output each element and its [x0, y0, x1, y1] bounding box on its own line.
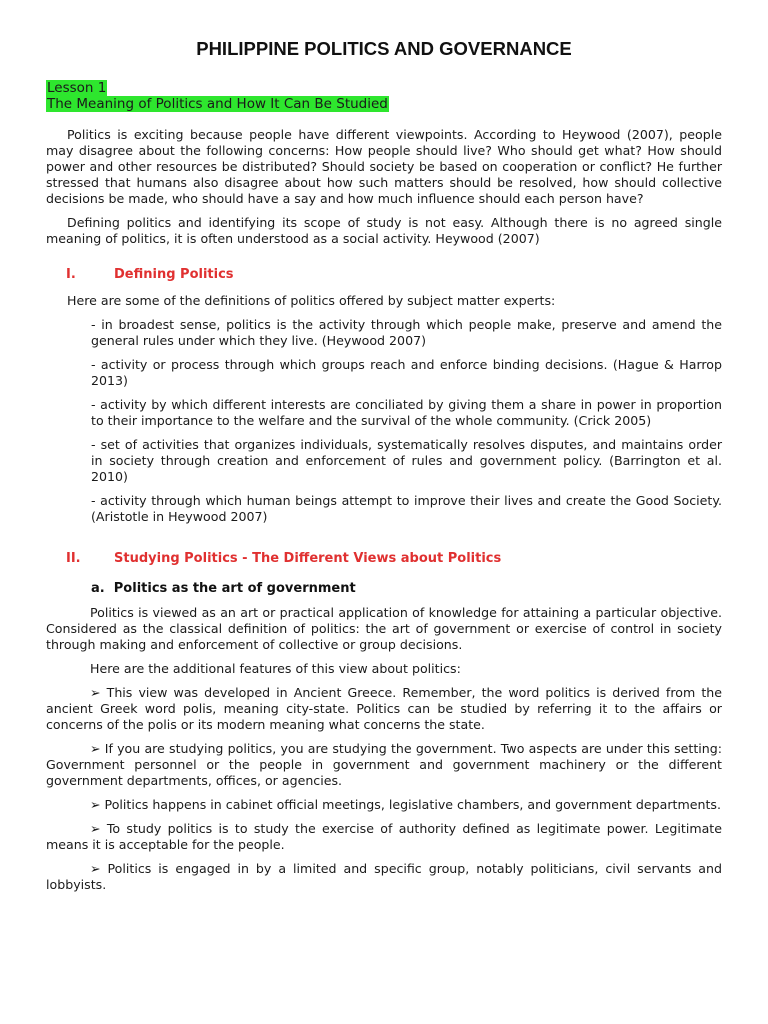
intro-paragraph: Politics is exciting because people have different viewpoints. According to Heywood (2007), people may disagree about the following concerns: How people should live? Who should get what? How should power and other resources be distributed? Should society be based on cooperation or conflict? He further stressed that humans also disagree about how such matters should be resolved, how should collective decisions be made, who should have a say and how much influence should each person have? [46, 127, 722, 206]
bullet-item: ➢ If you are studying politics, you are studying the government. Two aspects are under this setting: Government personnel or the people in government and government machinery or the different government departments, offices, or agencies. [46, 741, 722, 788]
lesson-header [46, 80, 389, 112]
bullet-list [46, 685, 722, 893]
section-number: I. [66, 267, 76, 282]
intro-paragraph: Defining politics and identifying its scope of study is not easy. Although there is no agreed single meaning of politics, it is often understood as a social activity. Heywood (2007) [46, 215, 722, 246]
section-number: II. [66, 551, 81, 566]
section-title: Defining Politics [114, 267, 234, 282]
bullet-item: ➢ This view was developed in Ancient Greece. Remember, the word politics is derived from the ancient Greek word polis, meaning city-state. Politics can be studied by referring it to the affairs or concerns of the polis or its modern meaning what concerns the state. [46, 685, 722, 732]
definition-list [46, 317, 722, 525]
section-heading [46, 551, 722, 567]
section-lead: Here are some of the definitions of politics offered by subject matter experts: [67, 293, 556, 308]
definition-item: - activity or process through which groups reach and enforce binding decisions. (Hague & Harrop 2013) [91, 357, 722, 388]
subsection-title: Politics as the art of government [113, 581, 356, 596]
bullet-item: ➢ To study politics is to study the exercise of authority defined as legitimate power. Legitimate means it is acceptable for the people. [46, 821, 722, 852]
lesson-label: Lesson 1 [47, 80, 107, 96]
body-paragraph: Politics is viewed as an art or practical application of knowledge for attaining a particular objective. Considered as the classical definition of politics: the art of government or exercise of control in society through making and enforcement of collective or group decisions. [46, 605, 722, 652]
bullet-item: ➢ Politics is engaged in by a limited and specific group, notably politicians, civil servants and lobbyists. [46, 861, 722, 892]
subsection-heading [91, 581, 722, 597]
bullet-item: ➢ Politics happens in cabinet official meetings, legislative chambers, and government departments. [90, 797, 721, 812]
definition-item: - set of activities that organizes individuals, systematically resolves disputes, and maintains order in society through creation and enforcement of rules and government policy. (Barrington et al. 2010) [91, 437, 722, 484]
lesson-title: The Meaning of Politics and How It Can Be Studied [47, 96, 388, 112]
document-body [46, 127, 722, 893]
definition-item: - in broadest sense, politics is the activity through which people make, preserve and amend the general rules under which they live. (Heywood 2007) [91, 317, 722, 348]
section-title: Studying Politics - The Different Views about Politics [114, 551, 502, 566]
body-paragraph: Here are the additional features of this view about politics: [90, 661, 461, 676]
document-title: PHILIPPINE POLITICS AND GOVERNANCE [196, 38, 572, 59]
section-heading [46, 267, 722, 283]
definition-item: - activity through which human beings attempt to improve their lives and create the Good Society. (Aristotle in Heywood 2007) [91, 493, 722, 524]
subsection-label: a. [91, 581, 105, 596]
definition-item: - activity by which different interests are conciliated by giving them a share in power in proportion to their importance to the welfare and the survival of the whole community. (Crick 2005) [91, 397, 722, 428]
